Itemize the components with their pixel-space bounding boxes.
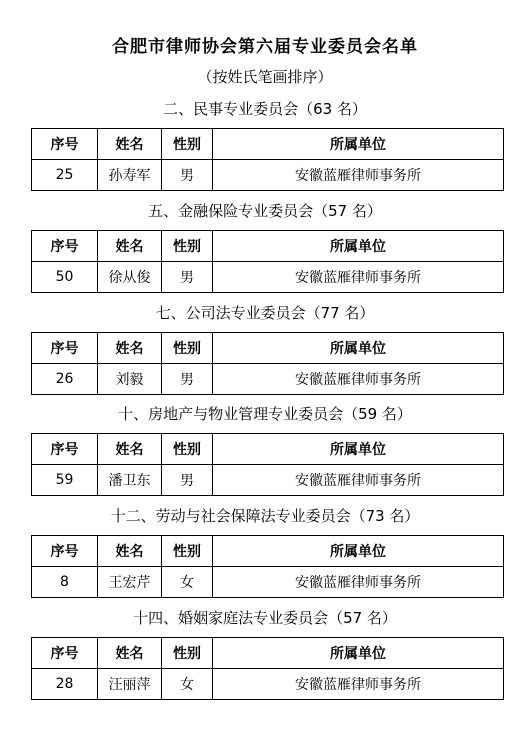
header-unit: 所属单位 — [213, 638, 504, 669]
cell-gender: 男 — [162, 465, 213, 496]
committee-section — [0, 300, 530, 388]
cell-unit: 安徽蓝雁律师事务所 — [213, 364, 504, 395]
header-no: 序号 — [32, 638, 98, 669]
header-gender: 性别 — [162, 536, 213, 567]
header-no: 序号 — [32, 333, 98, 364]
committee-section — [0, 605, 530, 693]
table-header-row — [32, 638, 504, 669]
cell-gender: 女 — [162, 567, 213, 598]
section-title: 十二、劳动与社会保障法专业委员会（73 名） — [110, 507, 420, 525]
table-header-row — [32, 434, 504, 465]
cell-unit: 安徽蓝雁律师事务所 — [213, 567, 504, 598]
member-table — [31, 535, 504, 598]
header-name: 姓名 — [98, 333, 162, 364]
table-row — [32, 567, 504, 598]
header-name: 姓名 — [98, 536, 162, 567]
cell-name: 徐从俊 — [98, 262, 162, 293]
table-row — [32, 160, 504, 191]
header-gender: 性别 — [162, 129, 213, 160]
cell-name: 王宏芹 — [98, 567, 162, 598]
cell-gender: 男 — [162, 364, 213, 395]
section-title: 七、公司法专业委员会（77 名） — [155, 304, 375, 322]
cell-unit: 安徽蓝雁律师事务所 — [213, 160, 504, 191]
section-title: 二、民事专业委员会（63 名） — [163, 100, 367, 118]
committee-section — [0, 401, 530, 489]
cell-no: 50 — [32, 262, 98, 293]
header-gender: 性别 — [162, 231, 213, 262]
cell-gender: 男 — [162, 160, 213, 191]
cell-name: 汪丽萍 — [98, 669, 162, 700]
header-gender: 性别 — [162, 333, 213, 364]
header-unit: 所属单位 — [213, 536, 504, 567]
cell-gender: 女 — [162, 669, 213, 700]
page-title: 合肥市律师协会第六届专业委员会名单 — [112, 37, 418, 57]
cell-no: 8 — [32, 567, 98, 598]
header-no: 序号 — [32, 536, 98, 567]
header-name: 姓名 — [98, 231, 162, 262]
cell-gender: 男 — [162, 262, 213, 293]
header-name: 姓名 — [98, 434, 162, 465]
table-header-row — [32, 129, 504, 160]
header-unit: 所属单位 — [213, 231, 504, 262]
cell-no: 59 — [32, 465, 98, 496]
header-unit: 所属单位 — [213, 129, 504, 160]
cell-unit: 安徽蓝雁律师事务所 — [213, 465, 504, 496]
table-row — [32, 669, 504, 700]
header-unit: 所属单位 — [213, 333, 504, 364]
cell-name: 潘卫东 — [98, 465, 162, 496]
cell-name: 孙寿军 — [98, 160, 162, 191]
header-no: 序号 — [32, 129, 98, 160]
header-no: 序号 — [32, 434, 98, 465]
table-header-row — [32, 231, 504, 262]
table-row — [32, 364, 504, 395]
cell-unit: 安徽蓝雁律师事务所 — [213, 669, 504, 700]
member-table — [31, 128, 504, 191]
member-table — [31, 332, 504, 395]
member-table — [31, 433, 504, 496]
page-subtitle: （按姓氏笔画排序） — [197, 68, 333, 86]
cell-no: 26 — [32, 364, 98, 395]
cell-no: 28 — [32, 669, 98, 700]
header-no: 序号 — [32, 231, 98, 262]
header-unit: 所属单位 — [213, 434, 504, 465]
member-table — [31, 637, 504, 700]
cell-name: 刘毅 — [98, 364, 162, 395]
table-header-row — [32, 333, 504, 364]
header-gender: 性别 — [162, 434, 213, 465]
section-title: 五、金融保险专业委员会（57 名） — [148, 202, 382, 220]
committee-section — [0, 503, 530, 591]
section-title: 十四、婚姻家庭法专业委员会（57 名） — [133, 609, 397, 627]
committee-section — [0, 96, 530, 184]
header-name: 姓名 — [98, 638, 162, 669]
table-header-row — [32, 536, 504, 567]
header-gender: 性别 — [162, 638, 213, 669]
cell-no: 25 — [32, 160, 98, 191]
member-table — [31, 230, 504, 293]
table-row — [32, 262, 504, 293]
table-row — [32, 465, 504, 496]
committee-section — [0, 198, 530, 286]
header-name: 姓名 — [98, 129, 162, 160]
section-title: 十、房地产与物业管理专业委员会（59 名） — [118, 405, 412, 423]
cell-unit: 安徽蓝雁律师事务所 — [213, 262, 504, 293]
